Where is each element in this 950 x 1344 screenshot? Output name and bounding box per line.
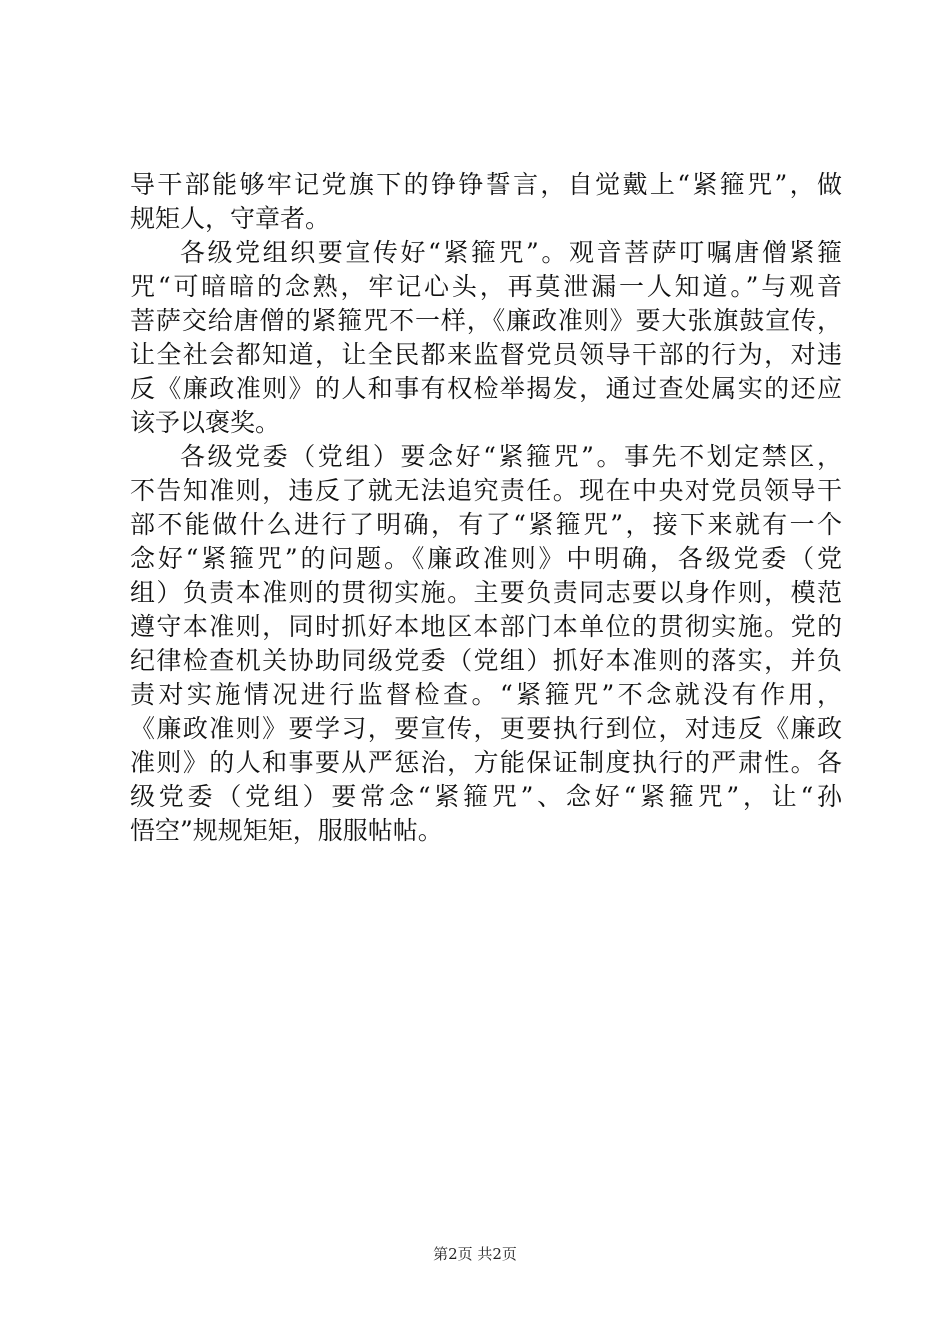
- text-line: 咒“可暗暗的念熟，牢记心头，再莫泄漏一人知道。”与观音: [130, 272, 842, 301]
- text-line: 责对实施情况进行监督检查。“紧箍咒”不念就没有作用，: [130, 680, 842, 709]
- text-line: 《廉政准则》要学习，要宣传，更要执行到位，对违反《廉政: [130, 714, 842, 743]
- text-line: 规矩人，守章者。: [130, 204, 331, 233]
- text-line: 部不能做什么进行了明确，有了“紧箍咒”，接下来就有一个: [130, 510, 842, 539]
- text-line: 让全社会都知道，让全民都来监督党员领导干部的行为，对违: [130, 340, 842, 369]
- text-line: 级党委（党组）要常念“紧箍咒”、念好“紧箍咒”，让“孙: [130, 782, 842, 811]
- text-line: 纪律检查机关协助同级党委（党组）抓好本准则的落实，并负: [130, 646, 842, 675]
- text-line: 悟空”规规矩矩，服服帖帖。: [130, 816, 443, 845]
- text-line: 反《廉政准则》的人和事有权检举揭发，通过查处属实的还应: [130, 374, 842, 403]
- text-line: 该予以褒奖。: [130, 408, 281, 437]
- page-footer: 第2页 共2页: [433, 1245, 517, 1263]
- text-line: 各级党组织要宣传好“紧箍咒”。观音菩萨叮嘱唐僧紧箍: [180, 238, 842, 267]
- body-text: [130, 168, 842, 848]
- text-line: 菩萨交给唐僧的紧箍咒不一样，《廉政准则》要大张旗鼓宣传，: [130, 306, 842, 335]
- text-line: 各级党委（党组）要念好“紧箍咒”。事先不划定禁区，: [180, 442, 842, 471]
- text-line: 不告知准则，违反了就无法追究责任。现在中央对党员领导干: [130, 476, 842, 505]
- text-line: 组）负责本准则的贯彻实施。主要负责同志要以身作则，模范: [130, 578, 842, 607]
- text-line: 准则》的人和事要从严惩治，方能保证制度执行的严肃性。各: [130, 748, 842, 777]
- text-line: 念好“紧箍咒”的问题。《廉政准则》中明确，各级党委（党: [130, 544, 842, 573]
- text-line: 导干部能够牢记党旗下的铮铮誓言，自觉戴上“紧箍咒”，做: [130, 170, 842, 199]
- text-line: 遵守本准则，同时抓好本地区本部门本单位的贯彻实施。党的: [130, 612, 842, 641]
